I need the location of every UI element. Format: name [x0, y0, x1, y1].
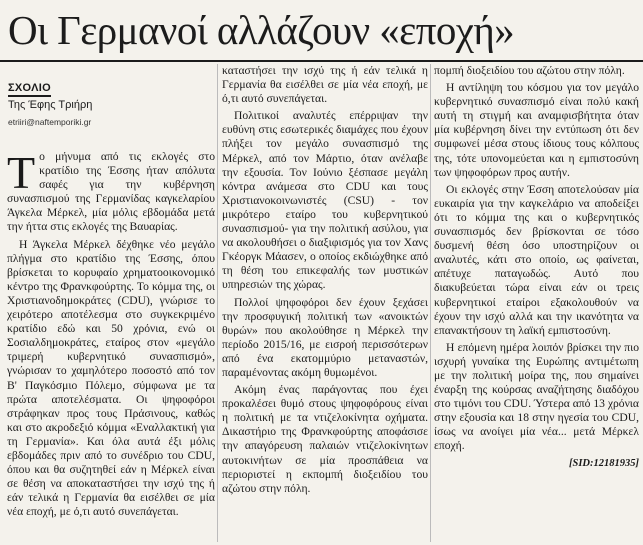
column-divider	[217, 64, 218, 542]
section-label: ΣΧΟΛΙΟ	[8, 82, 51, 97]
paragraph: Η αντίληψη του κόσμου για τον μεγάλο κυβερνητικό συνασπισμό είναι πολύ κακή αυτή τη στιγμή και αναμφισβήτητα όταν μία κυβέρνηση δίνει την εντύπωση ότι δεν συμφωνεί μέσα στους ίδιους τους κόλπους της, τότε υπονομεύεται και η εμπιστοσύνη των ψηφοφόρων προς αυτήν.	[434, 81, 639, 179]
paragraph: Ακόμη ένας παράγοντας που έχει προκαλέσει θυμό στους ψηφοφόρους είναι η πολιτική με τα ντιζελοκίνητα οχήματα. Δικαστήριο της Φρανκφούρτης αποφάσισε την απαγόρευση παλαιών ντιζελοκίνητων αυτοκινήτων σε μία προσπάθεια να περιοριστεί η εκπομπή διοξειδίου του αζώτου στην πόλη.	[222, 383, 428, 495]
column-divider	[430, 64, 431, 542]
paragraph: Η επόμενη ημέρα λοιπόν βρίσκει την πιο ισχυρή γυναίκα της Ευρώπης αντιμέτωπη με την πολιτική μοίρα της, που σημαίνει έναρξη της κούρσας αναζήτησης διαδόχου στο τιμόνι του CDU. Ύστερα από 13 χρόνια στην εξουσία και 18 στην ηγεσία του CDU, ίσως να ανοίγει μία νέα... μετά Μέρκελ εποχή.	[434, 340, 639, 453]
article-column-3	[434, 64, 639, 542]
paragraph: Πολιτικοί αναλυτές επέρριψαν την ευθύνη στις εσωτερικές διαμάχες που έχουν πλήξει τον μεγάλο συνασπισμό της Μέρκελ, από τον Μάρτιο, όταν ανέλαβε την εξουσία. Τον Ιούνιο ξέσπασε μεγάλη κόντρα ανάμεσα στο CDU και τους Χριστιανοκοινωνιστές (CSU) - τον μικρότερο εταίρο του κυβερνητικού συνασπισμού- για την πολιτική ασύλου, για να ακολουθήσει ο διαξιφισμός για τον Χανς Γκέοργκ Μάασεν, ο οποίος εκδιώχθηκε από τη θέση του επικεφαλής των μυστικών υπηρεσιών της χώρας.	[222, 109, 428, 292]
paragraph: Πολλοί ψηφοφόροι δεν έχουν ξεχάσει την προσφυγική πολιτική των «ανοικτών θυρών» που ακολούθησε η Μέρκελ την περίοδο 2015/16, με εισροή περισσότερων από ένα εκατομμύριο μεταναστών, παραμένοντας ακόμη θυμωμένοι.	[222, 295, 428, 379]
byline	[8, 78, 128, 127]
drop-cap: Τ	[7, 150, 36, 198]
author-name: Της Έφης Τριήρη	[8, 99, 93, 111]
paragraph: Οι εκλογές στην Έσση αποτελούσαν μία ευκαιρία για την καγκελάριο να αποδείξει ότι το κόμμα της και ο κυβερνητικός συνασπισμός δεν βρίσκονται σε τόσο δυσμενή θέση όσο υποστηρίζουν οι αναλυτές, κάτι στο οποίο, ως φαίνεται, απέτυχε παταγωδώς. Αυτό που διακυβεύεται τώρα είναι εάν οι τρεις κυβερνητικοί εταίροι εξακολουθούν να έχουν την ισχύ αλλά και την ικανότητα να επανακτήσουν τη λαϊκή εμπιστοσύνη.	[434, 182, 639, 337]
article-column-1	[7, 150, 215, 542]
author-email: etriiri@naftemporiki.gr	[8, 117, 92, 127]
headline: Οι Γερμανοί αλλάζουν «εποχή»	[8, 7, 515, 53]
article-column-2	[222, 64, 428, 542]
paragraph: Η Άγκελα Μέρκελ δέχθηκε νέο μεγάλο πλήγμα στο κρατίδιο της Έσσης, όπου βρίσκεται το κορυφαίο χρηματοοικονομικό κέντρο της Φρανκφούρτης. Το κόμμα της, οι Χριστιανοδημοκράτες (CDU), γνώρισε το χειρότερο αποτέλεσμα στο συγκεκριμένο κρατίδιο εδώ και 50 χρόνια, ενώ οι Σοσιαλδημοκράτες, εταίρος στον «μεγάλο τριμερή κυβερνητικό συνασπισμό», γνώρισαν το χαμηλότερο ποσοστό από τον Β' Παγκόσμιο Πόλεμο, σύμφωνα με τα πρώτα αποτελέσματα. Οι ψηφοφόροι στράφηκαν προς τους Πράσινους, καθώς και στο ακροδεξιό κόμμα «Εναλλακτική για τη Γερμανία». Και όλα αυτά έξι μόλις εβδομάδες πριν από το συνέδριο του CDU, όπου και θα συζητηθεί εάν η Μέρκελ είναι σε θέση να αποκαταστήσει την ισχύ της ή εάν τελικά η Γερμανία θα εισέλθει σε μία νέα εποχή, με ό,τι αυτό συνεπάγεται.	[7, 237, 215, 519]
sid-code: [SID:12181935]	[569, 457, 639, 469]
paragraph: πομπή διοξειδίου του αζώτου στην πόλη.	[434, 64, 625, 77]
paragraph: καταστήσει την ισχύ της ή εάν τελικά η Γερμανία θα εισέλθει σε μία νέα εποχή, με ό,τι αυτό συνεπάγεται.	[222, 64, 428, 106]
paragraph: Το μήνυμα από τις εκλογές στο κρατίδιο της Έσσης ήταν απόλυτα σαφές για την κυβέρνηση συνασπισμού της Γερμανίδας καγκελαρίου Άγκελα Μέρκελ, μία μόλις εβδομάδα μετά την ήττα στις εκλογές της Βαυαρίας.	[7, 150, 215, 234]
headline-rule	[0, 60, 643, 62]
